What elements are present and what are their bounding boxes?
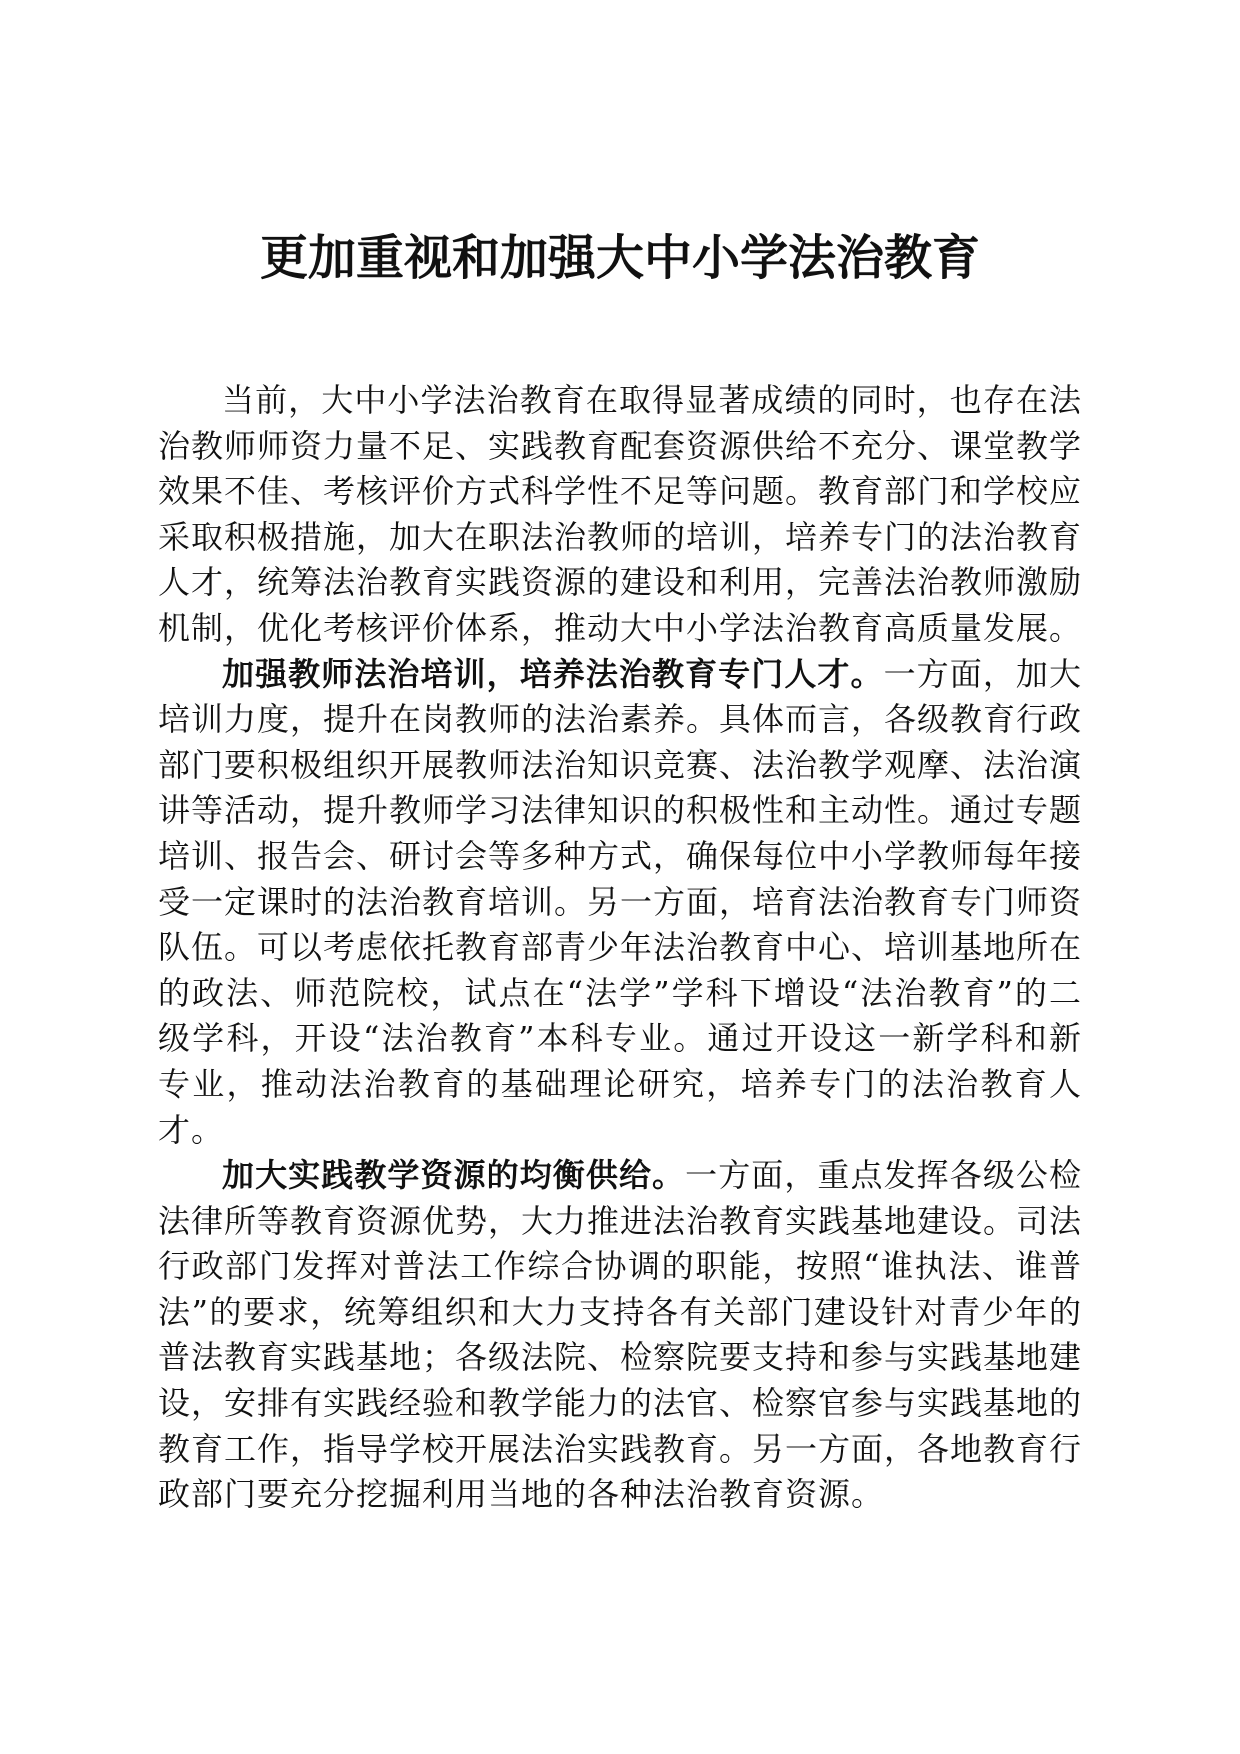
paragraph-teacher-training [158,652,1082,1154]
paragraph-lead: 加大实践教学资源的均衡供给。 [222,1156,686,1195]
document-body [158,378,1082,1518]
paragraph-text: 一方面，加大培训力度，提升在岗教师的法治素养。具体而言，各级教育行政部门要积极组织开展教师法治知识竞赛、法治教学观摩、法治演讲等活动，提升教师学习法律知识的积极性和主动性。通过专题培训、报告会、研讨会等多种方式，确保每位中小学教师每年接受一定课时的法治教育培训。另一方面，培育法治教育专门师资队伍。可以考虑依托教育部青少年法治教育中心、培训基地所在的政法、师范院校，试点在“法学”学科下增设“法治教育”的二级学科，开设“法治教育”本科专业。通过开设这一新学科和新专业，推动法治教育的基础理论研究，培养专门的法治教育人才。 [158,654,1083,1149]
paragraph-lead: 加强教师法治培训，培养法治教育专门人才。 [222,654,884,693]
paragraph-text: 当前，大中小学法治教育在取得显著成绩的同时，也存在法治教师师资力量不足、实践教育配套资源供给不充分、课堂教学效果不佳、考核评价方式科学性不足等问题。教育部门和学校应采取积极措施，加大在职法治教师的培训，培养专门的法治教育人才，统筹法治教育实践资源的建设和利用，完善法治教师激励机制，优化考核评价体系，推动大中小学法治教育高质量发展。 [158,381,1083,647]
document-title: 更加重视和加强大中小学法治教育 [259,230,980,286]
paragraph-practice-resources [158,1153,1082,1518]
paragraph-text: 一方面，重点发挥各级公检法律所等教育资源优势，大力推进法治教育实践基地建设。司法行政部门发挥对普法工作综合协调的职能，按照“谁执法、谁普法”的要求，统筹组织和大力支持各有关部门建设针对青少年的普法教育实践基地；各级法院、检察院要支持和参与实践基地建设，安排有实践经验和教学能力的法官、检察官参与实践基地的教育工作，指导学校开展法治实践教育。另一方面，各地教育行政部门要充分挖掘利用当地的各种法治教育资源。 [158,1156,1083,1514]
paragraph-intro [158,378,1082,652]
